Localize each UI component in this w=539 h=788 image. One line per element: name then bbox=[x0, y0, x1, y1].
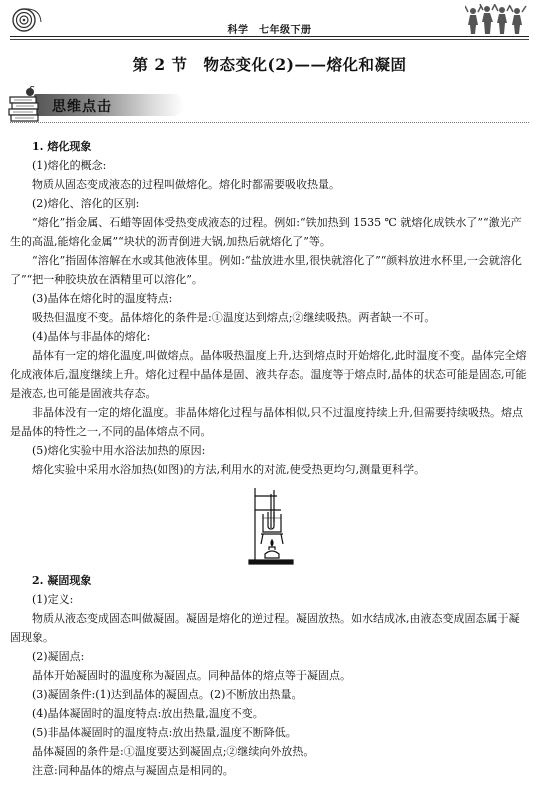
part1-content bbox=[10, 137, 528, 479]
part1-line: “溶化”指固体溶解在水或其他液体里。例如:“盐放进水里,很快就溶化了”“颜料放进水杯里,一会就溶化了”“把一种胶块放在酒精里可以溶化”。 bbox=[10, 254, 522, 286]
part2-line: (1)定义: bbox=[32, 593, 74, 606]
header-rule-thin bbox=[10, 39, 529, 40]
part1-line: (2)熔化、溶化的区别: bbox=[32, 197, 140, 210]
part2-line: 晶体凝固的条件是:①温度要达到凝固点;②继续向外放热。 bbox=[32, 745, 315, 758]
part2-heading: 2. 凝固现象 bbox=[32, 574, 92, 587]
books-icon bbox=[8, 86, 40, 122]
header-title: 科学 七年级下册 bbox=[227, 25, 312, 36]
page-header bbox=[0, 0, 539, 42]
part1-line: “熔化”指金属、石蜡等固体受热变成液态的过程。例如:“铁加热到 1535 ℃ 就熔化成铁水了”“激光产生的高温,能熔化金属”“块状的沥青倒进大锅,加热后就熔化了”等。 bbox=[10, 216, 522, 248]
part1-line: (4)晶体与非晶体的熔化: bbox=[32, 330, 151, 343]
part1-line: 吸热但温度不变。晶体熔化的条件是:①温度达到熔点;②继续吸热。两者缺一不可。 bbox=[32, 311, 436, 324]
part2-content bbox=[10, 571, 528, 780]
part2-line: (4)晶体凝固时的温度特点:放出热量,温度不变。 bbox=[32, 707, 264, 720]
part1-line: 非晶体没有一定的熔化温度。非晶体熔化过程与晶体相似,只不过温度持续上升,但需要持续吸热。熔点是晶体的特性之一,不同的晶体熔点不同。 bbox=[10, 406, 523, 438]
header-rule bbox=[10, 36, 529, 37]
part1-line: 熔化实验中采用水浴加热(如图)的方法,利用水的对流,使受热更均匀,测量更科学。 bbox=[32, 463, 426, 476]
part1-line: (3)晶体在熔化时的温度特点: bbox=[32, 292, 173, 305]
part1-line: 物质从固态变成液态的过程叫做熔化。熔化时都需要吸收热量。 bbox=[32, 178, 340, 191]
part1-line: (5)熔化实验中用水浴法加热的原因: bbox=[32, 444, 206, 457]
part2-line: 物质从液态变成固态叫做凝固。凝固是熔化的逆过程。凝固放热。如水结成冰,由液态变成固态属于凝固现象。 bbox=[10, 612, 520, 644]
part1-line: 晶体有一定的熔化温度,叫做熔点。晶体吸热温度上升,达到熔点时开始熔化,此时温度不变。晶体完全熔化成液体后,温度继续上升。熔化过程中晶体是固、液共存态。温度等于熔点时,晶体的状态可能是固态,可能是液态,也可能是固液共存态。 bbox=[10, 349, 527, 400]
people-icon bbox=[465, 4, 529, 36]
part2-line: (3)凝固条件:(1)达到晶体的凝固点。(2)不断放出热量。 bbox=[32, 688, 303, 701]
part1-line: (1)熔化的概念: bbox=[32, 159, 107, 172]
section-title: 思维点击 bbox=[52, 99, 112, 115]
part2-line: 晶体开始凝固时的温度称为凝固点。同种晶体的熔点等于凝固点。 bbox=[32, 669, 351, 682]
part2-line: 注意:同种晶体的熔点与凝固点是相同的。 bbox=[32, 764, 234, 777]
page-title: 第 2 节 物态变化(2)——熔化和凝固 bbox=[132, 55, 407, 74]
part2-line: (2)凝固点: bbox=[32, 650, 85, 663]
part2-line: (5)非晶体凝固时的温度特点:放出热量,温度不断降低。 bbox=[32, 726, 297, 739]
water-bath-apparatus-icon bbox=[247, 484, 295, 566]
section-divider bbox=[10, 122, 529, 123]
part1-heading: 1. 熔化现象 bbox=[32, 140, 92, 153]
